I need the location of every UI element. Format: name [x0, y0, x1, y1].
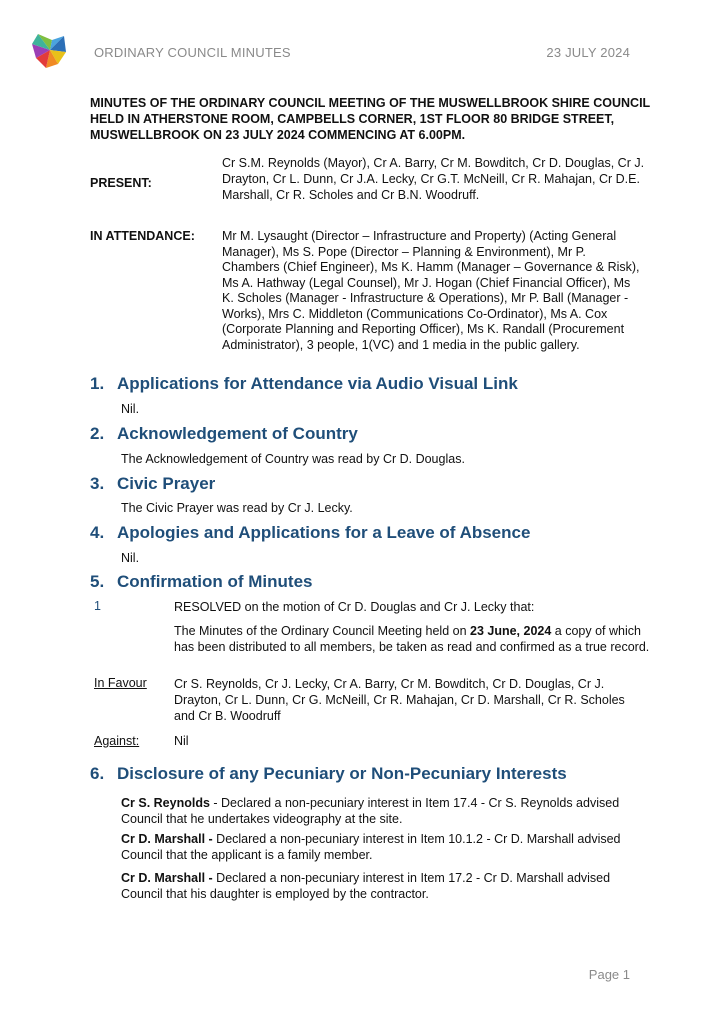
section-body: The Acknowledgement of Country was read by Cr D. Douglas. [121, 452, 465, 466]
council-star-logo-icon [30, 30, 70, 70]
minutes-confirmation [174, 623, 654, 655]
interest-declaration [121, 831, 641, 863]
section-number: 4. [90, 523, 105, 542]
in-favour-label: In Favour [94, 676, 147, 690]
interest-declaration [121, 795, 641, 827]
section-heading [90, 424, 358, 444]
interest-declaration [121, 870, 641, 902]
present-list: Cr S.M. Reynolds (Mayor), Cr A. Barry, Cr M. Bowditch, Cr D. Douglas, Cr J. Drayton, Cr L. Dunn, Cr J.A. Lecky, Cr G.T. McNeill, Cr R. Mahajan, Cr D.E. Marshall, Cr R. Scholes and Cr B.N. Woodruff. [222, 156, 645, 202]
resolution-number: 1 [94, 599, 101, 613]
section-title: Acknowledgement of Country [117, 424, 358, 443]
against-value: Nil [174, 734, 189, 748]
interest-councillor: Cr D. Marshall - [121, 832, 213, 846]
attendance-label: IN ATTENDANCE: [90, 229, 195, 243]
resolution-text: RESOLVED on the motion of Cr D. Douglas and Cr J. Lecky that: [174, 600, 535, 614]
section-body: Nil. [121, 551, 140, 565]
section-title: Disclosure of any Pecuniary or Non-Pecuniary Interests [117, 764, 567, 783]
interest-text: - Declared a non-pecuniary interest in Item 17.4 - Cr S. Reynolds advised Council that he undertakes videography at the site. [121, 796, 620, 826]
section-number: 6. [90, 764, 105, 783]
section-number: 1. [90, 374, 105, 393]
section-heading [90, 572, 312, 592]
in-favour-list: Cr S. Reynolds, Cr J. Lecky, Cr A. Barry, Cr M. Bowditch, Cr D. Douglas, Cr J. Drayton, Cr L. Dunn, Cr G. McNeill, Cr R. Mahajan, Cr D. Marshall, Cr R. Scholes and Cr B. Woodruff [174, 677, 625, 723]
section-title: Civic Prayer [117, 474, 216, 493]
minutes-confirmation-pre: The Minutes of the Ordinary Council Meeting held on [174, 624, 470, 638]
section-body: The Civic Prayer was read by Cr J. Lecky. [121, 501, 353, 515]
header-date: 23 JULY 2024 [546, 45, 630, 60]
interest-text: Declared a non-pecuniary interest in Item 10.1.2 - Cr D. Marshall advised Council that the applicant is a family member. [121, 832, 621, 862]
header-title: ORDINARY COUNCIL MINUTES [94, 45, 291, 60]
section-title: Confirmation of Minutes [117, 572, 313, 591]
section-body: Nil. [121, 402, 140, 416]
section-heading [90, 474, 215, 494]
minutes-intro: MINUTES OF THE ORDINARY COUNCIL MEETING OF THE MUSWELLBROOK SHIRE COUNCIL HELD IN ATHERSTONE ROOM, CAMPBELLS CORNER, 1ST FLOOR 80 BRIDGE STREET, MUSWELLBROOK ON 23 JULY 2024 COMMENCING AT 6.00PM. [90, 96, 650, 142]
against-label: Against: [94, 734, 140, 748]
present-label: PRESENT: [90, 176, 152, 190]
section-title: Applications for Attendance via Audio Visual Link [117, 374, 518, 393]
section-number: 5. [90, 572, 105, 591]
page-number: Page 1 [588, 967, 630, 982]
minutes-confirmation-date: 23 June, 2024 [470, 624, 552, 638]
interest-text: Declared a non-pecuniary interest in Item 17.2 - Cr D. Marshall advised Council that his daughter is employed by the contractor. [121, 871, 611, 901]
minutes-confirmation-post: a copy of which has been distributed to all members, be taken as read and confirmed as a true record. [174, 624, 650, 654]
section-title: Apologies and Applications for a Leave of Absence [117, 523, 531, 542]
section-heading [90, 374, 518, 394]
interest-councillor: Cr S. Reynolds [121, 796, 210, 810]
section-heading [90, 764, 567, 784]
section-number: 2. [90, 424, 105, 443]
interest-councillor: Cr D. Marshall - [121, 871, 213, 885]
section-number: 3. [90, 474, 105, 493]
attendance-list: Mr M. Lysaught (Director – Infrastructure and Property) (Acting General Manager), Ms S. Pope (Director – Planning & Environment), Mr P. Chambers (Chief Engineer), Ms K. Hamm (Manager – Governance & Risk), Ms A. Hathway (Legal Counsel), Mr J. Hogan (Chief Financial Officer), Ms K. Scholes (Manager - Infrastructure & Operations), Mr P. Ball (Manager - Works), Mrs C. Middleton (Communications Co-Ordinator), Ms A. Cox (Corporate Planning and Reporting Officer), Ms K. Randall (Procurement Administrator), 3 people, 1(VC) and 1 media in the public gallery. [222, 229, 640, 352]
section-heading [90, 523, 530, 543]
